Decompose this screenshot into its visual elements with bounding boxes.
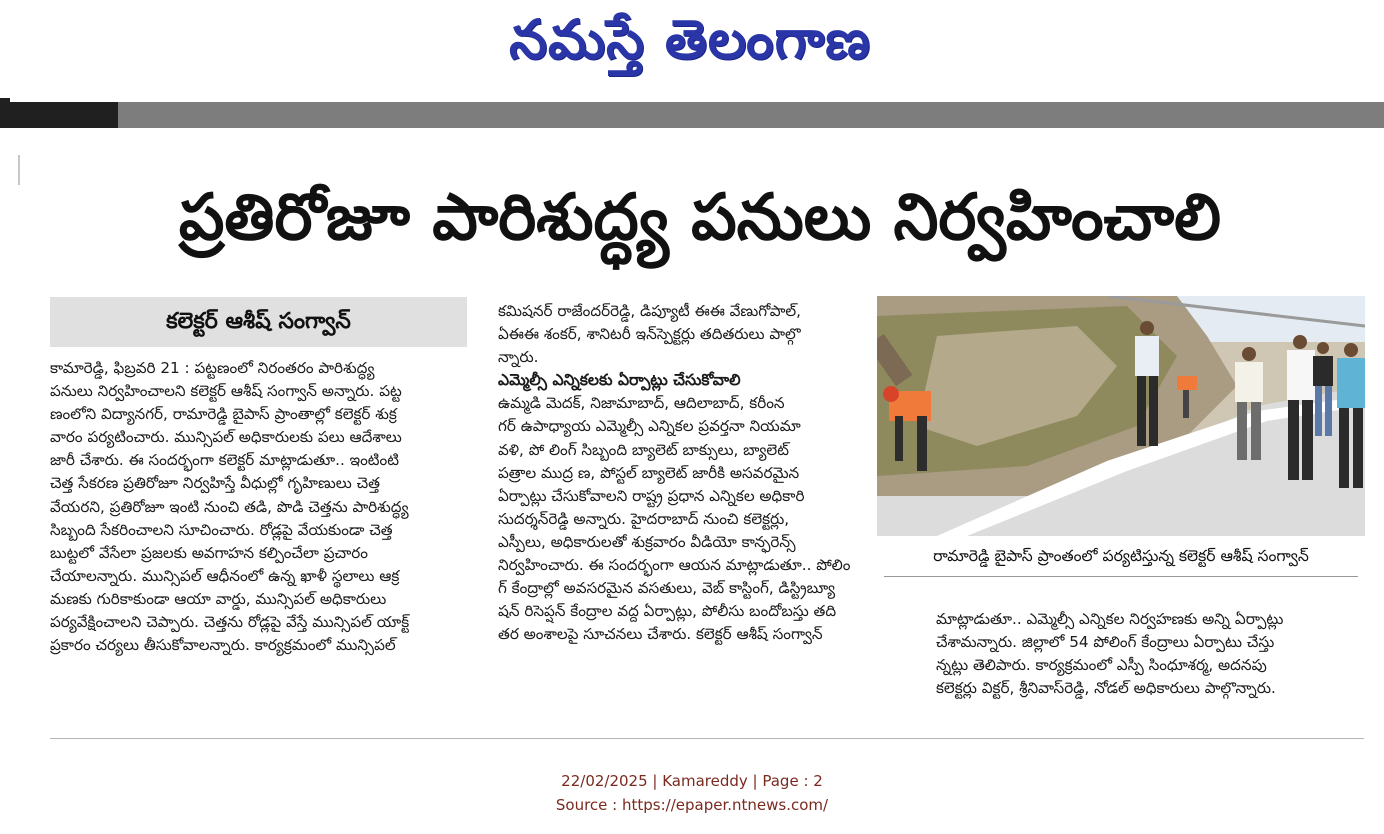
text-line: ఎస్పీలు, అధికారులతో శుక్రవారం వీడియో కాన్ఫరెన్స్ [498,532,796,551]
text-line: వళి, పో లింగ్ సిబ్బంది బ్యాలెట్ బాక్సులు, బ్యాలెట్ [498,440,789,459]
text-line: చెత్త సేకరణ ప్రతిరోజూ నిర్వహిస్తే వీధుల్లో గృహిణులు చెత్త [50,474,380,493]
text-line: పత్రాల ముద్ర ణ, పోస్టల్ బ్యాలెట్ జారీకి అసవరమైన [498,463,800,482]
text-line: కలెక్టర్లు విక్టర్, శ్రీనివాస్‌రెడ్డి, నోడల్ అధికారులు పాల్గొన్నారు. [936,679,1276,698]
page-footer [0,769,1384,817]
article-subheading: ఎమ్మెల్సీ ఎన్నికలకు ఏర్పాట్లు చేసుకోవాలి [498,371,741,390]
section-rule-grey [118,102,1384,128]
text-line: బుట్టలో వేసేలా ప్రజలకు అవగాహన కల్పించేలా ప్రచారం [50,543,368,562]
text-line: షన్ రిసెప్షన్ కేంద్రాల వద్ద ఏర్పాట్లు, పోలీసు బందోబస్తు తది [498,602,837,621]
caption-divider [884,576,1358,577]
text-line: ణంలోని విద్యానగర్, రామారెడ్డి బైపాస్ ప్రాంతాల్లో కలెక్టర్ శుక్ర [50,405,397,424]
text-line: ప్రకారం చర్యలు తీసుకోవాలన్నారు. కార్యక్రమంలో మున్సిపల్ [50,636,396,655]
text-line: సిబ్బంది సేకరించాలని సూచించారు. రోడ్లపై వేయకుండా చెత్త [50,520,393,539]
text-line: నిర్వహించారు. ఈ సందర్భంగా ఆయన మాట్లాడుతూ.. పోలిం [498,556,851,575]
section-rule-dark [0,102,118,128]
newspaper-logo: నమస్తే తెలంగాణ [509,8,871,71]
article-headline: ప్రతిరోజూ పారిశుద్ధ్య పనులు నిర్వహించాలి [178,181,1222,255]
article-column-3 [936,608,1364,700]
text-line: కమిషనర్ రాజేందర్‌రెడ్డి, డిప్యూటీ ఈఈ వేణుగోపాల్, [498,302,801,320]
photo-caption: రామారెడ్డి బైపాస్ ప్రాంతంలో పర్యటిస్తున్న కలెక్టర్ ఆశీష్ సంగ్వాన్ [933,547,1309,565]
left-margin-line [18,155,20,185]
text-line: వారం పర్యటించారు. మున్సిపల్ అధికారులకు పలు ఆదేశాలు [50,428,402,447]
article-column-1 [50,357,468,657]
article-column-2 [498,300,918,646]
text-line: మాట్లాడుతూ.. ఎమ్మెల్సీ ఎన్నికల నిర్వహణకు అన్ని ఏర్పాట్లు [936,610,1284,628]
text-line: గర్ ఉపాధ్యాయ ఎమ్మెల్సీ ఎన్నికల ప్రవర్తనా నియమా [498,417,801,436]
footer-date-edition: 22/02/2025 | Kamareddy | Page : 2 [561,772,823,790]
text-line: ఉమ్మడి మెదక్, నిజామాబాద్, ఆదిలాబాద్, కరీంన [498,394,785,413]
text-line: మణకు గురికాకుండా ఆయా వార్డు, మున్సిపల్ అధికారులు [50,589,387,608]
text-line: పర్యవేక్షించాలని చెప్పారు. చెత్తను రోడ్లపై వేస్తే మున్సిపల్ యాక్ట్ [50,613,410,632]
text-line: పనులు నిర్వహించాలని కలెక్టర్ ఆశీష్ సంగ్వాన్ అన్నారు. పట్ట [50,382,402,401]
text-line: జారీ చేశారు. ఈ సందర్భంగా కలెక్టర్ మాట్లాడుతూ.. ఇంటింటి [50,451,399,470]
article-photo [877,296,1365,536]
text-line: కామారెడ్డి, ఫిబ్రవరి 21 : పట్టణంలో నిరంతరం పారిశుద్ధ్య [50,359,375,377]
text-line: గ్ కేంద్రాల్లో అవసరమైన వసతులు, వెబ్ కాస్టింగ్, డిస్ట్రిబ్యూ [498,579,836,598]
text-line: న్నారు. [498,348,539,367]
bottom-divider [50,738,1364,739]
text-line: సుదర్శన్‌రెడ్డి అన్నారు. హైదరాబాద్ నుంచి కలెక్టర్లు, [498,509,790,528]
masthead [0,0,1384,80]
article-byline: కలెక్టర్ ఆశీష్ సంగ్వాన్ [166,309,351,334]
text-line: తర అంశాలపై సూచనలు చేశారు. కలెక్టర్ ఆశీష్ సంగ్వాన్ [498,625,823,644]
text-line: చేశామన్నారు. జిల్లాలో 54 పోలింగ్ కేంద్రాలు ఏర్పాటు చేస్తు [936,633,1275,652]
roadside-photo-illustration [877,296,1365,536]
text-line: న్నట్లు తెలిపారు. కార్యక్రమంలో ఎస్పీ సింధూశర్మ, అదనపు [936,656,1267,675]
text-line: చేయాలన్నారు. మున్సిపల్ ఆధీనంలో ఉన్న ఖాళీ స్థలాలు ఆక్ర [50,566,400,585]
text-line: ఏఈఈ శంకర్, శానిటరీ ఇన్‌స్పెక్టర్లు తదితరులు పాల్గొ [498,325,801,344]
text-line: ఏర్పాట్లు చేసుకోవాలని రాష్ట్ర ప్రధాన ఎన్నికల అధికారి [498,486,805,505]
text-line: వేయరని, ప్రతిరోజూ ఇంటి నుంచి తడి, పొడి చెత్తను పారిశుద్ధ్య [50,497,409,516]
footer-source-link[interactable]: Source : https://epaper.ntnews.com/ [555,796,829,814]
